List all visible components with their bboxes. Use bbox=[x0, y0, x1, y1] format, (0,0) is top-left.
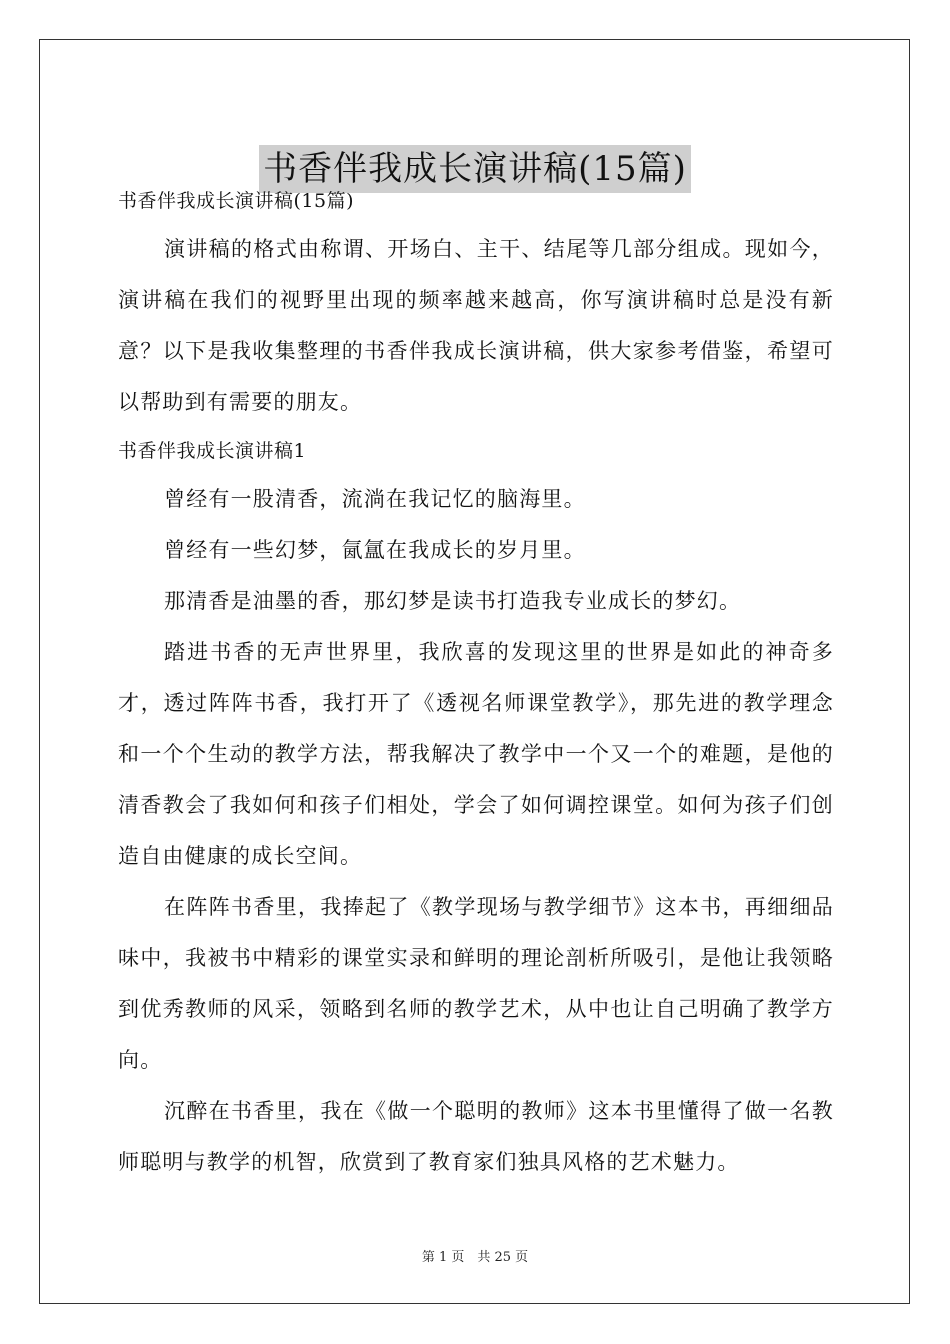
body-paragraph: 那清香是油墨的香，那幻梦是读书打造我专业成长的梦幻。 bbox=[164, 589, 742, 613]
body-paragraph: 曾经有一股清香，流淌在我记忆的脑海里。 bbox=[164, 487, 586, 511]
document-subtitle: 书香伴我成长演讲稿(15篇) bbox=[118, 190, 355, 212]
body-paragraph: 在阵阵书香里，我捧起了《教学现场与教学细节》这本书，再细细品味中，我被书中精彩的课堂实录和鲜明的理论剖析所吸引，是他让我领略到优秀教师的风采，领略到名师的教学艺术，从中也让自己明确了教学方向。 bbox=[118, 895, 834, 1072]
page-footer bbox=[0, 1246, 950, 1265]
document-title: 书香伴我成长演讲稿(15篇) bbox=[259, 145, 691, 193]
page-number: 第 1 页 共 25 页 bbox=[421, 1250, 529, 1265]
document-body bbox=[118, 178, 834, 1188]
intro-paragraph: 演讲稿的格式由称谓、开场白、主干、结尾等几部分组成。现如今，演讲稿在我们的视野里出现的频率越来越高，你写演讲稿时总是没有新意？以下是我收集整理的书香伴我成长演讲稿，供大家参考借鉴，希望可以帮助到有需要的朋友。 bbox=[118, 237, 834, 414]
body-paragraph: 沉醉在书香里，我在《做一个聪明的教师》这本书里懂得了做一名教师聪明与教学的机智，欣赏到了教育家们独具风格的艺术魅力。 bbox=[118, 1099, 834, 1174]
body-paragraph: 曾经有一些幻梦，氤氲在我成长的岁月里。 bbox=[164, 538, 586, 562]
section-heading: 书香伴我成长演讲稿1 bbox=[118, 440, 307, 462]
body-paragraph: 踏进书香的无声世界里，我欣喜的发现这里的世界是如此的神奇多才，透过阵阵书香，我打开了《透视名师课堂教学》，那先进的教学理念和一个个生动的教学方法，帮我解决了教学中一个又一个的难题，是他的清香教会了我如何和孩子们相处，学会了如何调控课堂。如何为孩子们创造自由健康的成长空间。 bbox=[118, 640, 834, 868]
